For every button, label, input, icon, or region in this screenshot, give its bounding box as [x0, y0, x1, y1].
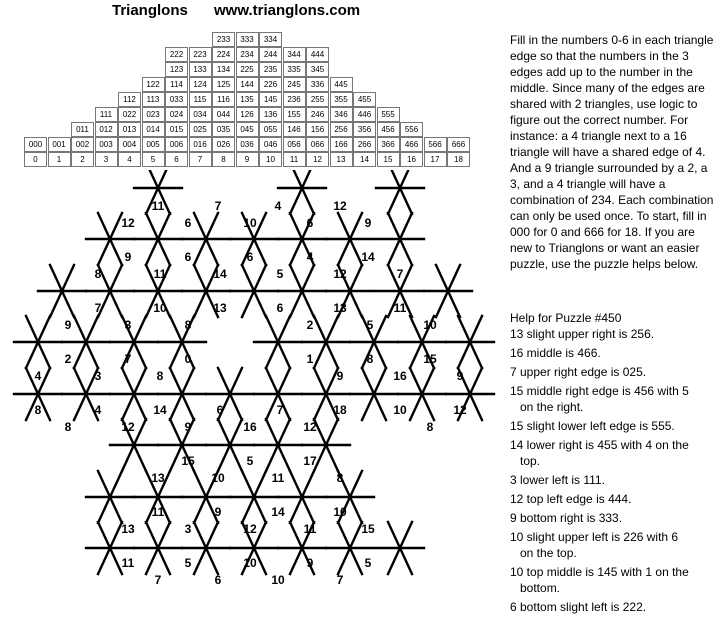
combination-cell: 133: [189, 62, 212, 77]
instructions-text: Fill in the numbers 0-6 in each triangle edge so that the numbers in the 3 edges add up to the number in the middle. Since many of the edges are shared with 2 triangles, use logic to figure out the correct number. For instance: a 4 triangle next to a 16 triangle will have a shared edge of 4. And a 9 triangle surrounded by a 2, a 3, and a 4 triangle will have a combination of 234. Each combination can only be used once. To start, fill in 000 for 0 and 666 for 18. If you are new to Trianglons or want an easier puzzle, use the puzzle helps below.: [510, 33, 714, 271]
combination-cell: 015: [165, 122, 188, 137]
vertex-star-26: [398, 316, 446, 368]
combination-cell: 126: [236, 107, 259, 122]
help-item: [510, 326, 720, 342]
combination-cell: 055: [259, 122, 282, 137]
triangle-sum-number: 8: [34, 403, 42, 417]
combination-cell: 346: [330, 107, 353, 122]
triangle-sum-number: 3: [124, 318, 132, 332]
combination-cell: 033: [165, 92, 188, 107]
triangle-sum-number: 8: [64, 420, 72, 434]
triangle-sum-number: 7: [154, 573, 162, 587]
help-item: [510, 418, 720, 434]
triangle-sum-number: 10: [333, 505, 347, 519]
vertex-star-55: [376, 522, 424, 574]
combination-cell: 446: [353, 107, 376, 122]
vertex-star-21: [110, 316, 158, 368]
combination-cell: 123: [165, 62, 188, 77]
combination-cell: 013: [118, 122, 141, 137]
combination-cell: 066: [306, 137, 329, 152]
triangle-sum-number: 12: [243, 522, 257, 536]
triangle-sum-number: 10: [153, 301, 167, 315]
combination-cell: 355: [330, 92, 353, 107]
vertex-star-10: [38, 265, 86, 317]
help-item: [510, 364, 720, 380]
triangle-sum-number: 3: [94, 369, 102, 383]
combination-cell: 334: [259, 32, 282, 47]
help-item: [510, 383, 720, 415]
combination-cell: 224: [212, 47, 235, 62]
help-item-text: 12 top left edge is 444.: [510, 492, 632, 506]
combination-cell: 256: [330, 122, 353, 137]
combination-cell: 136: [259, 107, 282, 122]
combination-cell: 135: [236, 92, 259, 107]
combination-cell: 266: [353, 137, 376, 152]
triangle-sum-number: 7: [276, 403, 284, 417]
triangle-sum-number: 8: [94, 267, 102, 281]
help-item-text: 6 bottom slight left is 222.: [510, 600, 647, 614]
triangle-sum-number: 14: [153, 403, 167, 417]
combination-cell: 006: [165, 137, 188, 152]
help-item-continuation: bottom.: [520, 581, 561, 595]
combination-cell: 026: [212, 137, 235, 152]
combination-cell: 113: [142, 92, 165, 107]
combination-cell: 566: [424, 137, 447, 152]
sum-header-cell: 18: [447, 152, 470, 167]
triangle-sum-number: 9: [336, 369, 344, 383]
combination-cell: 444: [306, 47, 329, 62]
triangle-sum-number: 13: [333, 301, 347, 315]
combination-cell: 022: [118, 107, 141, 122]
sum-header-cell: 16: [400, 152, 423, 167]
help-item-text: 15 middle right edge is 456 with 5: [510, 384, 689, 398]
triangle-sum-number: 10: [211, 471, 225, 485]
vertex-star-23: [254, 316, 302, 368]
triangle-sum-number: 14: [271, 505, 285, 519]
sum-header-cell: 12: [306, 152, 329, 167]
triangle-sum-number: 17: [303, 454, 317, 468]
help-item-text: 9 bottom right is 333.: [510, 511, 623, 525]
help-item-text: 7 upper right edge is 025.: [510, 365, 647, 379]
combination-cell: 356: [353, 122, 376, 137]
triangle-sum-number: 4: [34, 369, 42, 383]
combination-cell: 245: [283, 77, 306, 92]
help-item-text: 3 lower left is 111.: [510, 473, 605, 487]
combination-cell: 016: [189, 137, 212, 152]
combination-cell: 234: [236, 47, 259, 62]
combination-cell: 366: [377, 137, 400, 152]
triangle-sum-number: 2: [306, 318, 314, 332]
help-item-text: 10 top middle is 145 with 1 on the: [510, 565, 689, 579]
triangle-sum-number: 11: [121, 556, 135, 570]
triangle-sum-number: 12: [121, 216, 135, 230]
sum-header-cell: 0: [24, 152, 47, 167]
vertex-star-4: [134, 213, 182, 265]
combination-cell: 012: [95, 122, 118, 137]
combination-cell: 156: [306, 122, 329, 137]
triangle-sum-number: 6: [214, 573, 222, 587]
sum-header-cell: 13: [330, 152, 353, 167]
triangle-sum-number: 11: [303, 522, 317, 536]
sum-header-cell: 4: [118, 152, 141, 167]
triangle-sum-number: 18: [333, 403, 347, 417]
vertex-star-9: [376, 213, 424, 265]
combination-cell: 056: [283, 137, 306, 152]
site-url: www.trianglons.com: [214, 2, 361, 19]
combination-cell: 236: [283, 92, 306, 107]
triangle-sum-number: 8: [336, 471, 344, 485]
triangle-sum-number: 10: [243, 216, 257, 230]
combination-cell: 455: [353, 92, 376, 107]
vertex-star-18: [424, 265, 472, 317]
triangle-sum-number: 14: [213, 267, 227, 281]
triangle-sum-number: 12: [303, 420, 317, 434]
help-item: [510, 599, 720, 615]
combination-cell: 036: [236, 137, 259, 152]
vertex-star-7: [278, 213, 326, 265]
combination-cell: 000: [24, 137, 47, 152]
triangle-sum-number: 3: [184, 522, 192, 536]
triangle-sum-number: 16: [393, 369, 407, 383]
triangle-sum-number: 6: [246, 250, 254, 264]
help-item: [510, 529, 720, 561]
triangle-sum-number: 9: [184, 420, 192, 434]
help-item-text: 13 slight upper right is 256.: [510, 327, 655, 341]
combination-cell: 233: [212, 32, 235, 47]
combination-cell: 002: [71, 137, 94, 152]
combination-cell: 146: [283, 122, 306, 137]
help-item: [510, 491, 720, 507]
triangle-sum-number: 12: [333, 199, 347, 213]
sum-header-cell: 17: [424, 152, 447, 167]
triangle-sum-number: 11: [151, 199, 165, 213]
sum-header-cell: 9: [236, 152, 259, 167]
combination-cell: 023: [142, 107, 165, 122]
combination-cell: 225: [236, 62, 259, 77]
combination-cell: 035: [212, 122, 235, 137]
combination-cell: 134: [212, 62, 235, 77]
combination-cell: 226: [259, 77, 282, 92]
triangle-sum-number: 6: [306, 216, 314, 230]
help-item: [510, 564, 720, 596]
vertex-star-11: [86, 265, 134, 317]
vertex-star-29: [62, 368, 110, 420]
combination-table: [0, 0, 500, 170]
triangle-sum-number: 6: [184, 216, 192, 230]
sum-header-cell: 14: [353, 152, 376, 167]
help-item: [510, 510, 720, 526]
triangle-sum-number: 13: [213, 301, 227, 315]
combination-cell: 235: [259, 62, 282, 77]
triangle-sum-number: 12: [333, 267, 347, 281]
combination-cell: 034: [189, 107, 212, 122]
help-item-continuation: on the right.: [520, 400, 584, 414]
combination-cell: 255: [306, 92, 329, 107]
combination-cell: 555: [377, 107, 400, 122]
triangle-sum-number: 9: [456, 369, 464, 383]
sum-header-cell: 3: [95, 152, 118, 167]
combination-cell: 122: [142, 77, 165, 92]
sum-header-cell: 7: [189, 152, 212, 167]
combination-cell: 003: [95, 137, 118, 152]
combination-cell: 336: [306, 77, 329, 92]
help-item: [510, 437, 720, 469]
combination-cell: 344: [283, 47, 306, 62]
triangle-sum-number: 2: [64, 352, 72, 366]
triangle-sum-number: 11: [393, 301, 407, 315]
sum-header-cell: 5: [142, 152, 165, 167]
triangle-sum-number: 15: [181, 454, 195, 468]
combination-cell: 223: [189, 47, 212, 62]
vertex-star-19: [14, 316, 62, 368]
vertex-star-41: [254, 419, 302, 471]
combination-cell: 666: [447, 137, 470, 152]
help-item-text: 16 middle is 466.: [510, 346, 601, 360]
vertex-star-22: [158, 316, 206, 368]
triangle-sum-number: 8: [184, 318, 192, 332]
triangle-sum-number: 12: [453, 403, 467, 417]
sum-header-cell: 6: [165, 152, 188, 167]
triangle-sum-number: 11: [151, 505, 165, 519]
combination-cell: 246: [306, 107, 329, 122]
triangle-sum-number: 6: [216, 403, 224, 417]
vertex-star-43: [86, 471, 134, 523]
triangle-sum-number: 5: [276, 267, 284, 281]
triangle-sum-number: 7: [94, 301, 102, 315]
triangle-sum-number: 12: [121, 420, 135, 434]
vertex-star-2: [376, 170, 424, 214]
triangle-sum-number: 8: [156, 369, 164, 383]
triangle-sum-number: 5: [246, 454, 254, 468]
combination-cell: 125: [212, 77, 235, 92]
vertex-star-15: [278, 265, 326, 317]
vertex-star-50: [134, 522, 182, 574]
site-title: Trianglons: [112, 2, 188, 19]
combination-cell: 116: [212, 92, 235, 107]
sum-header-cell: 1: [48, 152, 71, 167]
triangle-sum-number: 10: [393, 403, 407, 417]
help-item-text: 14 lower right is 455 with 4 on the: [510, 438, 689, 452]
sum-header-cell: 8: [212, 152, 235, 167]
help-item-continuation: on the top.: [520, 546, 577, 560]
help-item-continuation: top.: [520, 454, 541, 468]
triangle-sum-number: 7: [214, 199, 222, 213]
triangle-sum-number: 7: [124, 352, 132, 366]
vertex-star-47: [278, 471, 326, 523]
combination-cell: 045: [236, 122, 259, 137]
vertex-star-1: [278, 170, 326, 214]
triangle-sum-number: 6: [276, 301, 284, 315]
triangle-sum-number: 0: [184, 352, 192, 366]
combination-cell: 466: [400, 137, 423, 152]
triangle-sum-number: 9: [364, 216, 372, 230]
vertex-star-35: [350, 368, 398, 420]
triangle-sum-number: 14: [361, 250, 375, 264]
vertex-star-27: [446, 316, 494, 368]
triangle-sum-number: 15: [423, 352, 437, 366]
sum-header-cell: 15: [377, 152, 400, 167]
help-title: Help for Puzzle #450: [510, 311, 622, 325]
triangle-sum-number: 11: [271, 471, 285, 485]
sum-header-cell: 2: [71, 152, 94, 167]
combination-cell: 011: [71, 122, 94, 137]
combination-cell: 166: [330, 137, 353, 152]
combination-cell: 155: [283, 107, 306, 122]
triangle-sum-number: 9: [306, 556, 314, 570]
combination-cell: 124: [189, 77, 212, 92]
vertex-star-53: [278, 522, 326, 574]
combination-cell: 001: [48, 137, 71, 152]
triangle-sum-number: 10: [423, 318, 437, 332]
triangle-sum-number: 7: [336, 573, 344, 587]
triangle-sum-number: 15: [361, 522, 375, 536]
combination-cell: 222: [165, 47, 188, 62]
combination-cell: 345: [306, 62, 329, 77]
sum-header-cell: 10: [259, 152, 282, 167]
help-item-text: 15 slight lower left edge is 555.: [510, 419, 675, 433]
triangle-sum-number: 9: [214, 505, 222, 519]
triangle-sum-number: 6: [184, 250, 192, 264]
help-item: [510, 472, 720, 488]
combination-cell: 244: [259, 47, 282, 62]
combination-cell: 556: [400, 122, 423, 137]
combination-cell: 145: [259, 92, 282, 107]
triangle-sum-number: 8: [426, 420, 434, 434]
triangle-sum-number: 7: [396, 267, 404, 281]
vertex-star-30: [110, 368, 158, 420]
triangle-sum-number: 16: [243, 420, 257, 434]
puzzle-board: [0, 170, 500, 597]
triangle-sum-number: 5: [184, 556, 192, 570]
combination-cell: 335: [283, 62, 306, 77]
combination-cell: 024: [165, 107, 188, 122]
triangle-sum-number: 11: [153, 267, 167, 281]
combination-cell: 114: [165, 77, 188, 92]
triangle-sum-number: 5: [364, 556, 372, 570]
combination-cell: 333: [236, 32, 259, 47]
vertex-star-32: [206, 368, 254, 420]
help-item-text: 10 slight upper left is 226 with 6: [510, 530, 679, 544]
triangle-sum-number: 4: [274, 199, 282, 213]
triangle-sum-number: 9: [124, 250, 132, 264]
triangle-sum-number: 13: [121, 522, 135, 536]
triangle-sum-number: 13: [151, 471, 165, 485]
combination-cell: 445: [330, 77, 353, 92]
combination-cell: 025: [189, 122, 212, 137]
combination-cell: 111: [95, 107, 118, 122]
combination-cell: 004: [118, 137, 141, 152]
sum-header-cell: 11: [283, 152, 306, 167]
vertex-star-25: [350, 316, 398, 368]
combination-cell: 044: [212, 107, 235, 122]
triangle-sum-number: 9: [64, 318, 72, 332]
vertex-star-14: [230, 265, 278, 317]
combination-cell: 112: [118, 92, 141, 107]
combination-cell: 005: [142, 137, 165, 152]
combination-cell: 456: [377, 122, 400, 137]
triangle-sum-number: 4: [306, 250, 314, 264]
combination-cell: 014: [142, 122, 165, 137]
triangle-sum-number: 4: [94, 403, 102, 417]
triangle-sum-number: 5: [366, 318, 374, 332]
combination-cell: 144: [236, 77, 259, 92]
combination-cell: 046: [259, 137, 282, 152]
triangle-sum-number: 10: [271, 573, 285, 587]
combination-cell: 115: [189, 92, 212, 107]
triangle-sum-number: 1: [306, 352, 314, 366]
triangle-sum-number: 10: [243, 556, 257, 570]
help-list: [510, 326, 720, 618]
help-item: [510, 345, 720, 361]
triangle-sum-number: 8: [366, 352, 374, 366]
